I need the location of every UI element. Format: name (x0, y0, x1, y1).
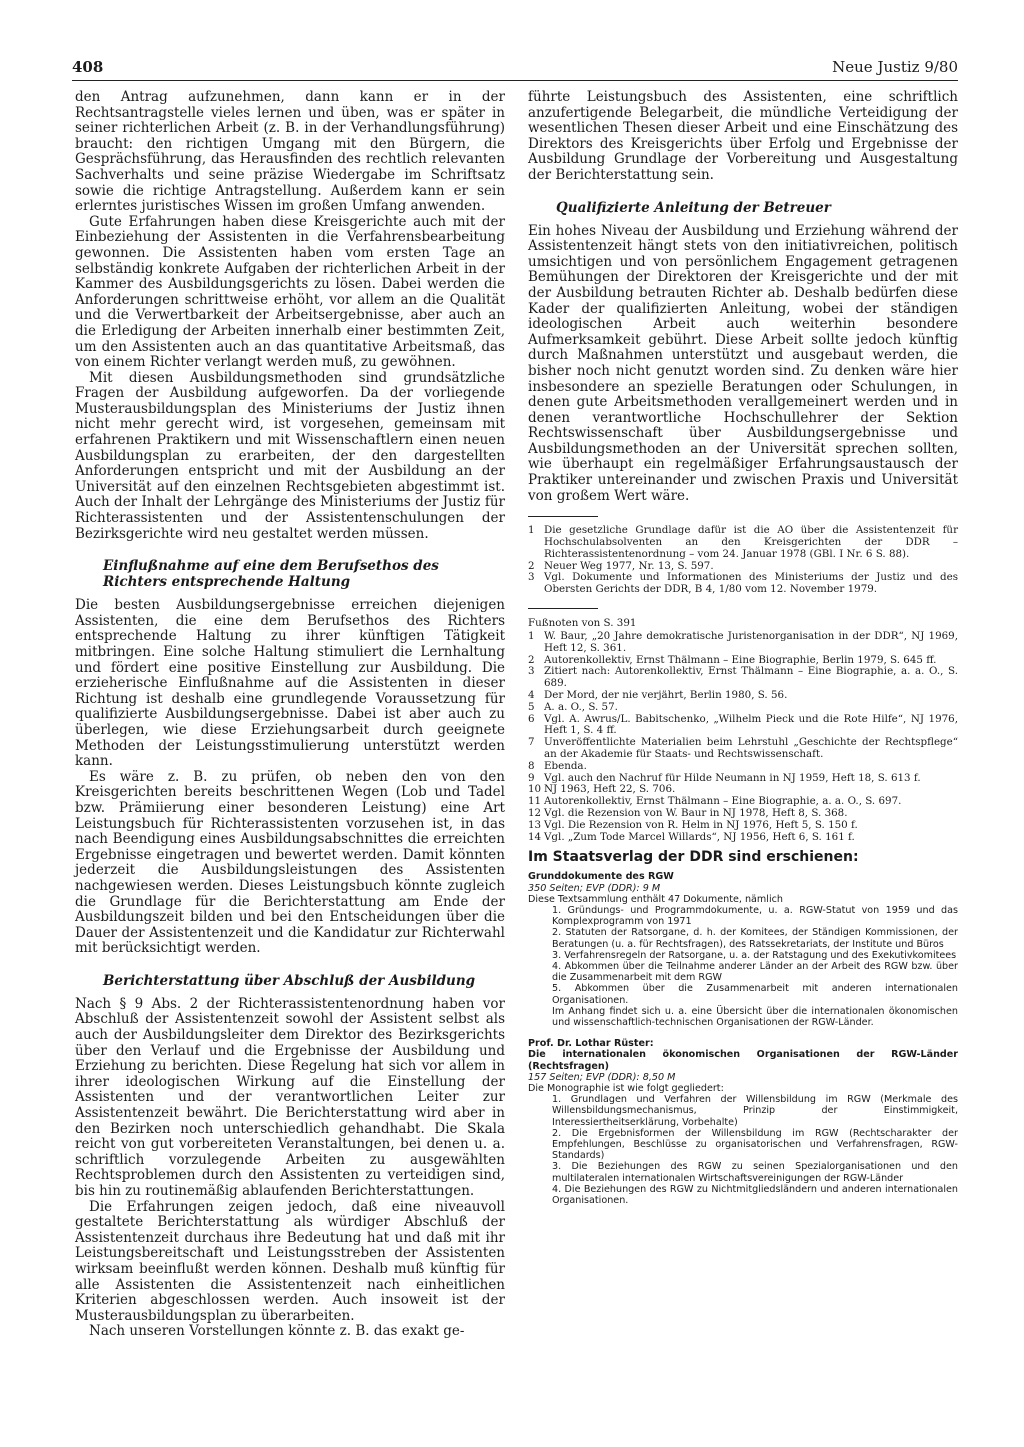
footnote (528, 525, 958, 560)
footnote-text: Der Mord, der nie verjährt, Berlin 1980, S. 56. (544, 689, 788, 702)
footnote-text: NJ 1963, Heft 22, S. 706. (544, 783, 676, 796)
footnote-number: 11 (528, 795, 542, 808)
footnote-number: 3 (528, 665, 535, 678)
footnote-number: 5 (528, 700, 535, 713)
paragraph: Es wäre z. B. zu prüfen, ob neben den von den Kreisgerichten bereits beschrittenen Wegen (Lob und Tadel bzw. Prämiierung einer besonderen Leistung) eine Art Leistungsbuch für Richterassistenten vorzusehen ist, in das nach Beendigung eines Ausbildungsabschnittes die erreichten Ergebnisse eingetragen und bewertet werden. Damit könnten jederzeit die Ausbildungsleistungen des Assistenten nachgewiesen werden. Dieses Leistungsbuch könnte zugleich die Grundlage für die Berichterstattung am Ende der Ausbildungszeit bilden und bei den Entscheidungen über die Dauer der Assistentenzeit und die Kandidatur zur Richterwahl mit berücksichtigt werden. (75, 768, 505, 957)
footnote-text: Vgl. Dokumente und Informationen des Ministeriums der Justiz und des Obersten Gerichts der DDR, B 4, 1/80 vom 12. November 1979. (544, 571, 958, 596)
footnote-number: 9 (528, 771, 535, 784)
footnote-number: 2 (528, 653, 535, 666)
footnote-number: 13 (528, 818, 542, 831)
footnote-number: 7 (528, 736, 535, 749)
footnote (528, 737, 958, 761)
footnote-text: Unveröffentlichte Materialien beim Lehrstuhl „Geschichte der Rechtspflege“ an der Akademie für Staats- und Rechtswissenschaft. (544, 736, 958, 760)
footnote (528, 820, 958, 832)
footnotes (528, 525, 958, 596)
paragraph: Die besten Ausbildungsergebnisse erreichen diejenigen Assistenten, die eine dem Berufsethos des Richters entsprechende Haltung zu ihrer künftigen Tätigkeit mitbringen. Eine solche Haltung stimuliert die Lernhaltung und fördert eine positive Einstellung zur Ausbildung. Die erzieherische Einflußnahme auf die Assistenten in dieser Richtung ist deshalb eine grundlegende Voraussetzung für qualifizierte Ausbildungsergebnisse. Dabei ist aber auch zu überlegen, wie diese Erziehungsarbeit durch geeignete Methoden der Leistungsstimulierung unterstützt werden kann. (75, 597, 505, 770)
paragraph: führte Leistungsbuch des Assistenten, eine schriftlich anzufertigende Belegarbeit, die mündliche Verteidigung der wesentlichen Thesen dieser Arbeit und eine Einschätzung des Direktors des Kreisgerichts über Erfolg und Ergebnisse der Ausbildung Grundlage der Vorbereitung und Ausgestaltung der Berichterstattung sein. (528, 89, 958, 183)
footnote-text: Ebenda. (544, 759, 587, 772)
footnotes-p391 (528, 631, 958, 843)
footnote (528, 702, 958, 714)
book-title: Grunddokumente des RGW (528, 871, 674, 883)
paragraph: Nach unseren Vorstellungen könnte z. B. das exakt ge- (89, 1323, 465, 1340)
footnote-number: 2 (528, 559, 535, 572)
footnote-text: Autorenkollektiv, Ernst Thälmann – Eine Biographie, a. a. O., S. 697. (544, 795, 902, 808)
footnote-text: Neuer Weg 1977, Nr. 13, S. 597. (544, 559, 714, 572)
footnote-rule (528, 516, 598, 517)
book-entry (528, 1038, 958, 1206)
footnote-number: 4 (528, 689, 535, 702)
footnote (528, 832, 958, 844)
publisher-advertisement (528, 849, 958, 1206)
footnote-text: Vgl. „Zum Tode Marcel Willards“, NJ 1956, Heft 6, S. 161 f. (544, 830, 855, 843)
footnote-text: Autorenkollektiv, Ernst Thälmann – Eine Biographie, Berlin 1979, S. 645 ff. (544, 653, 937, 666)
footnote-text: Vgl. A. Awrus/L. Babitschenko, „Wilhelm Pieck und die Rote Hilfe“, NJ 1976, Heft 1, S. 4 ff. (544, 712, 958, 737)
journal-issue: Neue Justiz 9/80 (832, 58, 958, 76)
footnote-number: 1 (528, 630, 535, 643)
footnote-text: Die gesetzliche Grundlage dafür ist die AO über die Assistentenzeit für Hochschulabsolventen an den Kreisgerichten der DDR – Richterassistentenordnung – vom 24. Januar 1978 (GBl. I Nr. 6 S. 88). (544, 524, 958, 560)
page-number: 408 (72, 58, 104, 76)
section-heading: Berichterstattung über Abschluß der Ausbildung (103, 972, 476, 989)
section-heading: Einflußnahme auf eine dem Berufsethos des Richters entsprechende Haltung (103, 558, 439, 591)
paragraph: Mit diesen Ausbildungsmethoden sind grundsätzliche Fragen der Ausbildung aufgeworfen. Da der vorliegende Musterausbildungsplan des Ministeriums der Justiz ihnen nicht mehr gerecht wird, ist vorgesehen, gemeinsam mit erfahrenen Praktikern und mit Wissenschaftlern einen neuen Ausbildungsplan zu erarbeiten, der den dargestellten Anforderungen entspricht und mit der Ausbildung an der Universität auf den einzelnen Rechtsgebieten abgestimmt ist. Auch der Inhalt der Lehrgänge des Ministeriums der Justiz für Richterassistenten und der Assistentenschulungen der Bezirksgerichte wird neu gestaltet werden müssen. (75, 369, 505, 542)
footnote-text: Vgl. auch den Nachruf für Hilde Neumann in NJ 1959, Heft 18, S. 613 f. (544, 771, 921, 784)
book-intro: Diese Textsammlung enthält 47 Dokumente, nämlich (528, 893, 783, 905)
footnote-rule (528, 608, 598, 609)
footnote-text: Zitiert nach: Autorenkollektiv, Ernst Thälmann – Eine Biographie, a. a. O., S. 689. (544, 665, 958, 690)
book-content-item: 5. Abkommen über die Zusammenarbeit mit anderen internationalen Organisationen. (552, 983, 958, 1006)
footnote-text: W. Baur, „20 Jahre demokratische Juristenorganisation in der DDR“, NJ 1969, Heft 12, S. 361. (544, 630, 958, 654)
footnote (528, 631, 958, 655)
book-info: 157 Seiten; EVP (DDR): 8,50 M (528, 1071, 676, 1083)
paragraph: den Antrag aufzunehmen, dann kann er in der Rechtsantragstelle vieles lernen und üben, was er später in seiner richterlichen Arbeit (z. B. in der Verhandlungsführung) braucht: den richtigen Umgang mit den Bürgern, die Gesprächsführung, das Herausfinden des rechtlich relevanten Sachverhalts und seine präzise Wiedergabe im Schriftsatz sowie die richtige Antragstellung. Außerdem kann er sein erlerntes juristisches Wissen im großen Umfang anwenden. (75, 89, 505, 215)
footnote-number: 12 (528, 806, 542, 819)
footnote-number: 3 (528, 571, 535, 584)
book-content-item: 3. Die Beziehungen des RGW zu seinen Spezialorganisationen und den multilateralen internationalen Wirtschaftsvereinigungen der RGW-Länder (552, 1161, 958, 1184)
paragraph: Die Erfahrungen zeigen jedoch, daß eine niveauvoll gestaltete Berichterstattung als würdiger Abschluß der Assistentenzeit durchaus ihre Bedeutung hat und daß mit ihr Leistungsbereitschaft und Leistungsstreben der Assistenten wirksam beeinflußt werden können. Deshalb muß künftig für alle Assistenten die Assistentenzeit nach einheitlichen Kriterien abgeschlossen werden. Auch insoweit ist der Musterausbildungsplan zu überarbeiten. (75, 1198, 505, 1324)
paragraph: Ein hohes Niveau der Ausbildung und Erziehung während der Assistentenzeit hängt stets von den initiativreichen, politisch umsichtigen und von persönlichem Engagement getragenen Bemühungen der Direktoren der Kreisgerichte und der mit der Ausbildung betrauten Richter ab. Deshalb bedürfen diese Kader der qualifizierten Anleitung, wobei der ständigen ideologischen Arbeit auch weiterhin besondere Aufmerksamkeit gebührt. Diese Arbeit sollte jedoch künftig durch Maßnahmen unterstützt und ausgebaut werden, die bisher noch nicht genutzt worden sind. Zu denken wäre hier insbesondere an spezielle Beratungen oder Schulungen, in denen gute Arbeitsmethoden verallgemeinert werden und in denen verantwortliche Hochschullehrer der Sektion Rechtswissenschaft über Ausbildungsergebnisse und Ausbildungsmethoden an der Universität sprechen sollten, wie überhaupt ein regelmäßiger Erfahrungsaustausch der Praktiker untereinander und zwischen Praxis und Universität von großem Wert wäre. (528, 222, 958, 504)
footnote (528, 714, 958, 738)
book-content-item: 2. Statuten der Ratsorgane, d. h. der Komitees, der Ständigen Kommissionen, der Beratungen (u. a. für Rechtsfragen), des Ratssekretariats, der Institute und Büros (552, 927, 958, 950)
book-content-item: 1. Gründungs- und Programmdokumente, u. a. RGW-Statut von 1959 und das Komplexprogramm von 1971 (552, 904, 958, 928)
footnote-number: 6 (528, 712, 535, 725)
book-info: 350 Seiten; EVP (DDR): 9 M (528, 882, 661, 894)
paragraph: Gute Erfahrungen haben diese Kreisgerichte auch mit der Einbeziehung der Assistenten in die Verfahrensbearbeitung gewonnen. Die Assistenten haben vom ersten Tage an selbständig konkrete Aufgaben der richterlichen Arbeit in der Kammer des Ausbildungsgerichts zu lösen. Dabei werden die Anforderungen schrittweise erhöht, vor allem an die Qualität und die Verwertbarkeit der Arbeitsergebnisse, aber auch an die Erledigung der Arbeiten innerhalb einer bestimmten Zeit, um den Assistenten auch an das quantitative Arbeitsmaß, das von einem Richter verlangt werden muß, zu gewöhnen. (75, 213, 505, 371)
footnote (528, 572, 958, 596)
book-content-item: 1. Grundlagen und Verfahren der Willensbildung im RGW (Merkmale des Willensbildungsmechanismus, Prinzip der Einstimmigkeit, Interessiertheitserklärung, Vorbehalte) (552, 1094, 958, 1128)
footnote-text: Vgl. die Rezension von W. Baur in NJ 1978, Heft 8, S. 368. (544, 806, 848, 819)
section-heading: Qualifizierte Anleitung der Betreuer (556, 199, 831, 216)
left-column (75, 90, 505, 1340)
footnote (528, 761, 958, 773)
paragraph: Nach § 9 Abs. 2 der Richterassistentenordnung haben vor Abschluß der Assistentenzeit sowohl der Assistent selbst als auch der Ausbildungsleiter dem Direktor des Bezirksgerichts über den Verlauf und die Ergebnisse der Ausbildung und Erziehung zu berichten. Diese Regelung hat sich vor allem in ihrer ideologischen Wirkung auf die Einstellung der Assistenten und der verantwortlichen Leiter zur Assistentenzeit bewährt. Die Berichterstattung wird aber in den Bezirken noch unterschiedlich gehandhabt. Die Skala reicht von gut vorbereiteten Veranstaltungen, bei denen u. a. schriftlich vorzulegende Arbeiten zu ausgewählten Rechtsproblemen durch den Assistenten zu verteidigen sind, bis hin zu routinemäßig ablaufenden Berichterstattungen. (75, 995, 505, 1199)
book-content-item: 3. Verfahrensregeln der Ratsorgane, u. a. der Ratstagung und des Exekutivkomitees (552, 949, 957, 961)
right-column (528, 90, 958, 1206)
book-content-item: 4. Die Beziehungen des RGW zu Nichtmitgliedsländern und anderen internationalen Organisationen. (552, 1183, 958, 1207)
page-header (72, 56, 958, 81)
footnote-number: 1 (528, 524, 535, 537)
footnote-number: 10 (528, 783, 542, 796)
book-content-item: 4. Abkommen über die Teilnahme anderer Länder an der Arbeit des RGW bzw. über die Zusammenarbeit mit dem RGW (552, 961, 958, 984)
footnotes-title: Fußnoten von S. 391 (528, 617, 637, 630)
ad-title: Im Staatsverlag der DDR sind erschienen: (528, 849, 859, 866)
book-author: Prof. Dr. Lothar Rüster: (528, 1038, 654, 1050)
footnote (528, 666, 958, 690)
footnote-number: 8 (528, 759, 535, 772)
footnote (528, 808, 958, 820)
footnote-text: A. a. O., S. 57. (544, 700, 618, 713)
footnote-number: 14 (528, 830, 542, 843)
book-content-item: 2. Die Ergebnisformen der Willensbildung im RGW (Rechtscharakter der Empfehlungen, Beschlüsse zu organisatorischen und Verfahrensfragen, RGW-Standards) (552, 1127, 958, 1162)
footnote-text: Vgl. Die Rezension von R. Helm in NJ 1976, Heft 5, S. 150 f. (544, 818, 858, 831)
book-entry (528, 871, 958, 1028)
book-title: Die internationalen ökonomischen Organisationen der RGW-Länder (Rechtsfragen) (528, 1049, 958, 1072)
book-intro: Die Monographie ist wie folgt gegliedert: (528, 1083, 724, 1095)
book-outro: Im Anhang findet sich u. a. eine Übersicht über die internationalen ökonomischen und wissenschaftlich-technischen Organisationen der RGW-Länder. (552, 1005, 958, 1029)
